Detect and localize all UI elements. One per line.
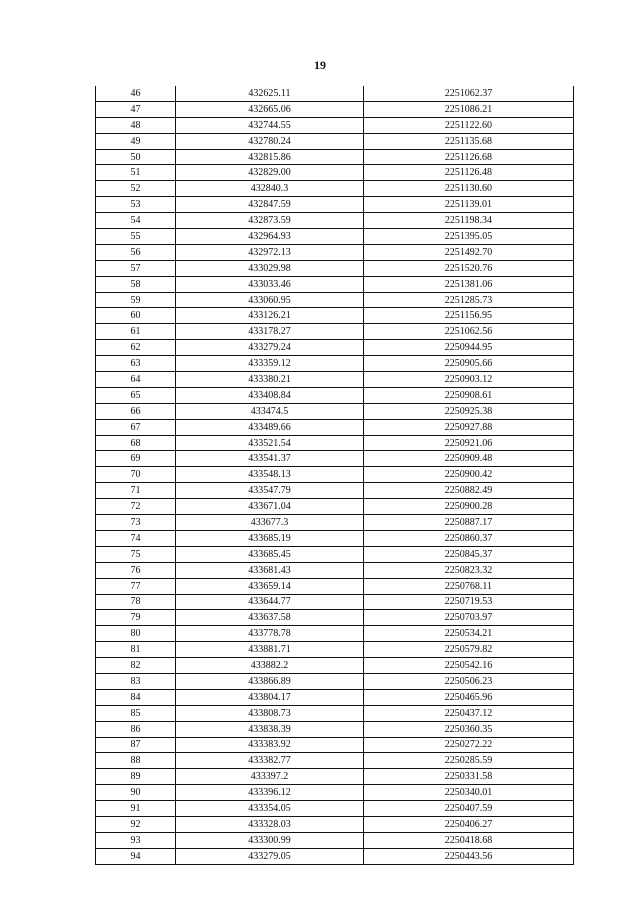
table-row — [96, 530, 574, 546]
y-coordinate-cell: 2251126.48 — [364, 165, 574, 181]
x-coordinate-cell: 432744.55 — [176, 117, 364, 133]
y-coordinate-cell: 2250909.48 — [364, 451, 574, 467]
x-coordinate-cell: 433033.46 — [176, 276, 364, 292]
x-coordinate-cell: 433178.27 — [176, 324, 364, 340]
coordinates-table — [95, 86, 574, 865]
y-coordinate-cell: 2251492.70 — [364, 244, 574, 260]
table-row — [96, 403, 574, 419]
y-coordinate-cell: 2250900.28 — [364, 499, 574, 515]
point-number-cell: 49 — [96, 133, 176, 149]
point-number-cell: 47 — [96, 101, 176, 117]
table-row — [96, 229, 574, 245]
y-coordinate-cell: 2251130.60 — [364, 181, 574, 197]
point-number-cell: 85 — [96, 705, 176, 721]
table-row — [96, 848, 574, 864]
y-coordinate-cell: 2251520.76 — [364, 260, 574, 276]
y-coordinate-cell: 2250703.97 — [364, 610, 574, 626]
x-coordinate-cell: 433359.12 — [176, 356, 364, 372]
x-coordinate-cell: 433671.04 — [176, 499, 364, 515]
point-number-cell: 93 — [96, 832, 176, 848]
x-coordinate-cell: 433489.66 — [176, 419, 364, 435]
point-number-cell: 50 — [96, 149, 176, 165]
x-coordinate-cell: 433778.78 — [176, 626, 364, 642]
table-row — [96, 562, 574, 578]
table-row — [96, 451, 574, 467]
x-coordinate-cell: 433547.79 — [176, 483, 364, 499]
point-number-cell: 75 — [96, 546, 176, 562]
point-number-cell: 56 — [96, 244, 176, 260]
y-coordinate-cell: 2250437.12 — [364, 705, 574, 721]
table-row — [96, 546, 574, 562]
y-coordinate-cell: 2251086.21 — [364, 101, 574, 117]
y-coordinate-cell: 2250506.23 — [364, 673, 574, 689]
x-coordinate-cell: 433029.98 — [176, 260, 364, 276]
point-number-cell: 58 — [96, 276, 176, 292]
point-number-cell: 89 — [96, 769, 176, 785]
point-number-cell: 72 — [96, 499, 176, 515]
x-coordinate-cell: 433644.77 — [176, 594, 364, 610]
y-coordinate-cell: 2250903.12 — [364, 372, 574, 388]
point-number-cell: 69 — [96, 451, 176, 467]
table-row — [96, 340, 574, 356]
table-row — [96, 276, 574, 292]
table-row — [96, 721, 574, 737]
point-number-cell: 87 — [96, 737, 176, 753]
point-number-cell: 65 — [96, 387, 176, 403]
y-coordinate-cell: 2250860.37 — [364, 530, 574, 546]
table-row — [96, 626, 574, 642]
x-coordinate-cell: 432847.59 — [176, 197, 364, 213]
x-coordinate-cell: 433866.89 — [176, 673, 364, 689]
x-coordinate-cell: 433354.05 — [176, 801, 364, 817]
y-coordinate-cell: 2251395.05 — [364, 229, 574, 245]
point-number-cell: 48 — [96, 117, 176, 133]
table-row — [96, 642, 574, 658]
point-number-cell: 57 — [96, 260, 176, 276]
point-number-cell: 71 — [96, 483, 176, 499]
x-coordinate-cell: 433808.73 — [176, 705, 364, 721]
x-coordinate-cell: 433882.2 — [176, 658, 364, 674]
table-row — [96, 515, 574, 531]
y-coordinate-cell: 2250407.59 — [364, 801, 574, 817]
table-row — [96, 594, 574, 610]
x-coordinate-cell: 433681.43 — [176, 562, 364, 578]
x-coordinate-cell: 433677.3 — [176, 515, 364, 531]
x-coordinate-cell: 433685.19 — [176, 530, 364, 546]
y-coordinate-cell: 2251198.34 — [364, 213, 574, 229]
x-coordinate-cell: 433804.17 — [176, 689, 364, 705]
table-row — [96, 801, 574, 817]
y-coordinate-cell: 2250908.61 — [364, 387, 574, 403]
table-row — [96, 769, 574, 785]
point-number-cell: 80 — [96, 626, 176, 642]
table-row — [96, 213, 574, 229]
point-number-cell: 60 — [96, 308, 176, 324]
x-coordinate-cell: 433300.99 — [176, 832, 364, 848]
x-coordinate-cell: 433279.24 — [176, 340, 364, 356]
x-coordinate-cell: 433659.14 — [176, 578, 364, 594]
y-coordinate-cell: 2250534.21 — [364, 626, 574, 642]
x-coordinate-cell: 432625.11 — [176, 86, 364, 101]
y-coordinate-cell: 2250882.49 — [364, 483, 574, 499]
point-number-cell: 61 — [96, 324, 176, 340]
x-coordinate-cell: 433382.77 — [176, 753, 364, 769]
table-row — [96, 324, 574, 340]
y-coordinate-cell: 2250360.35 — [364, 721, 574, 737]
table-row — [96, 832, 574, 848]
table-row — [96, 356, 574, 372]
y-coordinate-cell: 2250887.17 — [364, 515, 574, 531]
point-number-cell: 84 — [96, 689, 176, 705]
table-row — [96, 499, 574, 515]
y-coordinate-cell: 2250331.58 — [364, 769, 574, 785]
y-coordinate-cell: 2251062.37 — [364, 86, 574, 101]
y-coordinate-cell: 2250406.27 — [364, 816, 574, 832]
x-coordinate-cell: 432665.06 — [176, 101, 364, 117]
x-coordinate-cell: 433396.12 — [176, 785, 364, 801]
point-number-cell: 90 — [96, 785, 176, 801]
x-coordinate-cell: 433548.13 — [176, 467, 364, 483]
table-row — [96, 658, 574, 674]
y-coordinate-cell: 2250944.95 — [364, 340, 574, 356]
y-coordinate-cell: 2250285.59 — [364, 753, 574, 769]
table-row — [96, 435, 574, 451]
x-coordinate-cell: 432964.93 — [176, 229, 364, 245]
x-coordinate-cell: 433126.21 — [176, 308, 364, 324]
table-row — [96, 689, 574, 705]
table-row — [96, 673, 574, 689]
y-coordinate-cell: 2250719.53 — [364, 594, 574, 610]
table-row — [96, 483, 574, 499]
x-coordinate-cell: 433408.84 — [176, 387, 364, 403]
point-number-cell: 70 — [96, 467, 176, 483]
x-coordinate-cell: 433397.2 — [176, 769, 364, 785]
point-number-cell: 52 — [96, 181, 176, 197]
coordinates-table-body — [96, 86, 574, 864]
y-coordinate-cell: 2250418.68 — [364, 832, 574, 848]
point-number-cell: 66 — [96, 403, 176, 419]
y-coordinate-cell: 2250925.38 — [364, 403, 574, 419]
point-number-cell: 46 — [96, 86, 176, 101]
point-number-cell: 88 — [96, 753, 176, 769]
table-row — [96, 308, 574, 324]
table-row — [96, 197, 574, 213]
point-number-cell: 82 — [96, 658, 176, 674]
page-number: 19 — [314, 58, 326, 72]
point-number-cell: 79 — [96, 610, 176, 626]
point-number-cell: 74 — [96, 530, 176, 546]
point-number-cell: 81 — [96, 642, 176, 658]
x-coordinate-cell: 432815.86 — [176, 149, 364, 165]
point-number-cell: 78 — [96, 594, 176, 610]
x-coordinate-cell: 432780.24 — [176, 133, 364, 149]
point-number-cell: 64 — [96, 372, 176, 388]
x-coordinate-cell: 433383.92 — [176, 737, 364, 753]
table-row — [96, 260, 574, 276]
table-row — [96, 419, 574, 435]
y-coordinate-cell: 2251126.68 — [364, 149, 574, 165]
x-coordinate-cell: 433881.71 — [176, 642, 364, 658]
point-number-cell: 54 — [96, 213, 176, 229]
table-row — [96, 578, 574, 594]
x-coordinate-cell: 432829.00 — [176, 165, 364, 181]
point-number-cell: 76 — [96, 562, 176, 578]
point-number-cell: 86 — [96, 721, 176, 737]
point-number-cell: 77 — [96, 578, 176, 594]
y-coordinate-cell: 2250900.42 — [364, 467, 574, 483]
table-row — [96, 101, 574, 117]
table-row — [96, 387, 574, 403]
y-coordinate-cell: 2251156.95 — [364, 308, 574, 324]
y-coordinate-cell: 2250905.66 — [364, 356, 574, 372]
table-row — [96, 467, 574, 483]
y-coordinate-cell: 2251139.01 — [364, 197, 574, 213]
point-number-cell: 55 — [96, 229, 176, 245]
x-coordinate-cell: 433328.03 — [176, 816, 364, 832]
table-row — [96, 149, 574, 165]
y-coordinate-cell: 2251135.68 — [364, 133, 574, 149]
y-coordinate-cell: 2250443.56 — [364, 848, 574, 864]
table-row — [96, 165, 574, 181]
x-coordinate-cell: 432972.13 — [176, 244, 364, 260]
x-coordinate-cell: 433521.54 — [176, 435, 364, 451]
point-number-cell: 63 — [96, 356, 176, 372]
y-coordinate-cell: 2250845.37 — [364, 546, 574, 562]
table-row — [96, 753, 574, 769]
table-row — [96, 705, 574, 721]
x-coordinate-cell: 433060.95 — [176, 292, 364, 308]
point-number-cell: 62 — [96, 340, 176, 356]
table-row — [96, 816, 574, 832]
table-row — [96, 785, 574, 801]
y-coordinate-cell: 2250542.16 — [364, 658, 574, 674]
y-coordinate-cell: 2250272.22 — [364, 737, 574, 753]
x-coordinate-cell: 433838.39 — [176, 721, 364, 737]
x-coordinate-cell: 433279.05 — [176, 848, 364, 864]
x-coordinate-cell: 433380.21 — [176, 372, 364, 388]
table-row — [96, 737, 574, 753]
point-number-cell: 67 — [96, 419, 176, 435]
point-number-cell: 83 — [96, 673, 176, 689]
y-coordinate-cell: 2251122.60 — [364, 117, 574, 133]
y-coordinate-cell: 2251381.06 — [364, 276, 574, 292]
y-coordinate-cell: 2250340.01 — [364, 785, 574, 801]
y-coordinate-cell: 2250823.32 — [364, 562, 574, 578]
y-coordinate-cell: 2250921.06 — [364, 435, 574, 451]
x-coordinate-cell: 433637.58 — [176, 610, 364, 626]
point-number-cell: 59 — [96, 292, 176, 308]
table-row — [96, 181, 574, 197]
y-coordinate-cell: 2250579.82 — [364, 642, 574, 658]
y-coordinate-cell: 2250927.88 — [364, 419, 574, 435]
x-coordinate-cell: 433541.37 — [176, 451, 364, 467]
table-row — [96, 86, 574, 101]
point-number-cell: 53 — [96, 197, 176, 213]
point-number-cell: 51 — [96, 165, 176, 181]
x-coordinate-cell: 432873.59 — [176, 213, 364, 229]
table-row — [96, 292, 574, 308]
table-row — [96, 117, 574, 133]
point-number-cell: 68 — [96, 435, 176, 451]
table-row — [96, 372, 574, 388]
table-row — [96, 610, 574, 626]
y-coordinate-cell: 2251062.56 — [364, 324, 574, 340]
x-coordinate-cell: 432840.3 — [176, 181, 364, 197]
point-number-cell: 92 — [96, 816, 176, 832]
point-number-cell: 91 — [96, 801, 176, 817]
point-number-cell: 73 — [96, 515, 176, 531]
x-coordinate-cell: 433474.5 — [176, 403, 364, 419]
point-number-cell: 94 — [96, 848, 176, 864]
table-row — [96, 133, 574, 149]
y-coordinate-cell: 2250465.96 — [364, 689, 574, 705]
x-coordinate-cell: 433685.45 — [176, 546, 364, 562]
y-coordinate-cell: 2251285.73 — [364, 292, 574, 308]
table-row — [96, 244, 574, 260]
y-coordinate-cell: 2250768.11 — [364, 578, 574, 594]
